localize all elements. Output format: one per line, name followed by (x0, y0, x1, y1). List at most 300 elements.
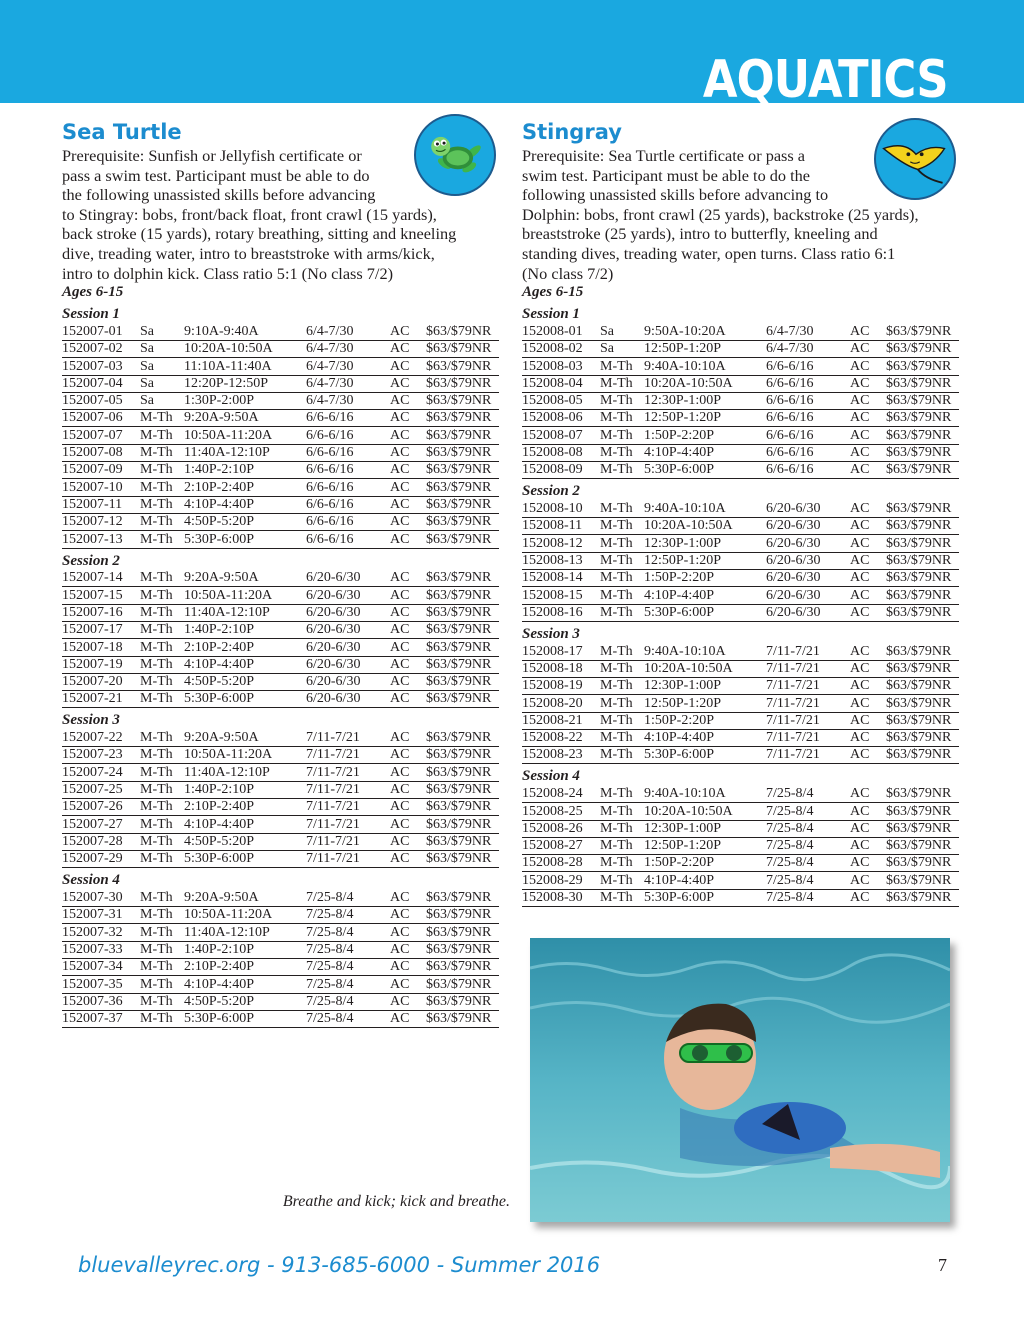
fee: $63/$79NR (886, 604, 959, 621)
days: M-Th (600, 392, 644, 409)
table-row (522, 855, 959, 872)
course-code: 152007-04 (62, 375, 140, 392)
table-row (62, 570, 499, 587)
stingray-schedule (522, 306, 962, 907)
dates: 7/25-8/4 (306, 924, 390, 941)
dates: 7/25-8/4 (306, 976, 390, 993)
days: M-Th (140, 639, 184, 656)
time: 10:20A-10:50A (184, 340, 306, 357)
location: AC (850, 872, 886, 889)
time: 4:10P-4:40P (644, 587, 766, 604)
days: M-Th (600, 785, 644, 802)
table-row (62, 479, 499, 496)
dates: 7/25-8/4 (306, 958, 390, 975)
dates: 6/6-6/16 (766, 410, 850, 427)
location: AC (390, 427, 426, 444)
table-row (522, 872, 959, 889)
table-row (522, 729, 959, 746)
course-code: 152007-21 (62, 691, 140, 708)
course-code: 152008-15 (522, 587, 600, 604)
location: AC (850, 855, 886, 872)
table-row (522, 803, 959, 820)
course-code: 152008-09 (522, 462, 600, 479)
dates: 6/4-7/30 (306, 340, 390, 357)
fee: $63/$79NR (426, 531, 499, 548)
course-code: 152008-12 (522, 535, 600, 552)
time: 11:40A-12:10P (184, 764, 306, 781)
fee: $63/$79NR (886, 872, 959, 889)
days: M-Th (600, 587, 644, 604)
course-code: 152008-21 (522, 712, 600, 729)
time: 1:50P-2:20P (644, 427, 766, 444)
fee: $63/$79NR (426, 462, 499, 479)
time: 11:40A-12:10P (184, 444, 306, 461)
dates: 7/11-7/21 (306, 833, 390, 850)
dates: 7/25-8/4 (306, 907, 390, 924)
footer-contact: bluevalleyrec.org - 913-685-6000 - Summer 2016 (78, 1253, 601, 1277)
dates: 7/25-8/4 (766, 837, 850, 854)
location: AC (390, 1010, 426, 1027)
time: 12:20P-12:50P (184, 375, 306, 392)
fee: $63/$79NR (886, 358, 959, 375)
time: 4:10P-4:40P (644, 729, 766, 746)
time: 1:30P-2:00P (184, 392, 306, 409)
location: AC (850, 518, 886, 535)
course-code: 152008-03 (522, 358, 600, 375)
location: AC (850, 785, 886, 802)
location: AC (390, 375, 426, 392)
table-row (62, 410, 499, 427)
dates: 6/4-7/30 (306, 323, 390, 340)
time: 4:10P-4:40P (184, 496, 306, 513)
time: 4:10P-4:40P (184, 656, 306, 673)
course-code: 152007-30 (62, 889, 140, 906)
time: 1:40P-2:10P (184, 781, 306, 798)
location: AC (390, 531, 426, 548)
days: M-Th (600, 552, 644, 569)
time: 10:20A-10:50A (644, 375, 766, 392)
course-code: 152007-37 (62, 1010, 140, 1027)
dates: 6/20-6/30 (766, 518, 850, 535)
course-code: 152007-34 (62, 958, 140, 975)
dates: 6/4-7/30 (766, 340, 850, 357)
session-title: Session 2 (62, 552, 120, 569)
table-row (62, 958, 499, 975)
table-row (62, 673, 499, 690)
table-row (62, 850, 499, 867)
days: M-Th (140, 729, 184, 746)
course-code: 152007-09 (62, 462, 140, 479)
session-title: Session 1 (62, 306, 120, 323)
time: 12:30P-1:00P (644, 678, 766, 695)
days: M-Th (140, 907, 184, 924)
days: Sa (140, 323, 184, 340)
fee: $63/$79NR (886, 462, 959, 479)
time: 11:40A-12:10P (184, 924, 306, 941)
dates: 6/6-6/16 (766, 392, 850, 409)
sea-turtle-icon (414, 114, 496, 196)
fee: $63/$79NR (886, 747, 959, 764)
table-row (522, 444, 959, 461)
course-code: 152007-16 (62, 604, 140, 621)
table-row (62, 941, 499, 958)
location: AC (850, 837, 886, 854)
fee: $63/$79NR (426, 941, 499, 958)
time: 1:40P-2:10P (184, 941, 306, 958)
time: 12:30P-1:00P (644, 820, 766, 837)
location: AC (850, 587, 886, 604)
time: 10:20A-10:50A (644, 660, 766, 677)
location: AC (850, 712, 886, 729)
days: M-Th (600, 889, 644, 906)
location: AC (390, 410, 426, 427)
table-row (62, 531, 499, 548)
location: AC (850, 340, 886, 357)
table-row (62, 924, 499, 941)
course-code: 152007-13 (62, 531, 140, 548)
fee: $63/$79NR (426, 358, 499, 375)
location: AC (850, 747, 886, 764)
dates: 6/20-6/30 (306, 639, 390, 656)
fee: $63/$79NR (886, 803, 959, 820)
days: M-Th (140, 410, 184, 427)
dates: 6/6-6/16 (766, 444, 850, 461)
table-row (62, 799, 499, 816)
table-row (522, 500, 959, 517)
fee: $63/$79NR (886, 427, 959, 444)
table-row (62, 444, 499, 461)
time: 4:50P-5:20P (184, 993, 306, 1010)
sea-turtle-section (62, 118, 502, 1028)
location: AC (390, 850, 426, 867)
course-code: 152008-22 (522, 729, 600, 746)
fee: $63/$79NR (886, 552, 959, 569)
days: M-Th (140, 941, 184, 958)
table-row (62, 358, 499, 375)
course-code: 152008-29 (522, 872, 600, 889)
location: AC (390, 976, 426, 993)
course-code: 152007-18 (62, 639, 140, 656)
schedule-table (522, 643, 959, 765)
location: AC (390, 907, 426, 924)
fee: $63/$79NR (426, 570, 499, 587)
course-code: 152007-33 (62, 941, 140, 958)
table-row (62, 1010, 499, 1027)
days: M-Th (600, 410, 644, 427)
table-row (522, 695, 959, 712)
days: M-Th (600, 855, 644, 872)
fee: $63/$79NR (426, 639, 499, 656)
dates: 7/11-7/21 (306, 816, 390, 833)
course-code: 152008-17 (522, 643, 600, 660)
location: AC (850, 678, 886, 695)
header-banner (0, 0, 1024, 110)
time: 9:20A-9:50A (184, 729, 306, 746)
location: AC (850, 643, 886, 660)
course-code: 152007-35 (62, 976, 140, 993)
course-code: 152008-27 (522, 837, 600, 854)
dates: 6/6-6/16 (306, 531, 390, 548)
dates: 7/25-8/4 (766, 820, 850, 837)
days: M-Th (140, 833, 184, 850)
course-code: 152008-01 (522, 323, 600, 340)
table-row (62, 833, 499, 850)
course-code: 152007-27 (62, 816, 140, 833)
fee: $63/$79NR (426, 340, 499, 357)
dates: 6/20-6/30 (306, 621, 390, 638)
schedule-table (522, 500, 959, 622)
table-row (62, 729, 499, 746)
days: M-Th (140, 691, 184, 708)
stingray-icon (874, 118, 956, 200)
fee: $63/$79NR (426, 444, 499, 461)
location: AC (390, 889, 426, 906)
table-row (62, 639, 499, 656)
time: 5:30P-6:00P (644, 604, 766, 621)
table-row (62, 976, 499, 993)
dates: 6/20-6/30 (766, 570, 850, 587)
table-row (62, 323, 499, 340)
dates: 7/11-7/21 (306, 850, 390, 867)
location: AC (850, 803, 886, 820)
course-code: 152008-23 (522, 747, 600, 764)
days: M-Th (600, 375, 644, 392)
course-code: 152007-01 (62, 323, 140, 340)
session-title: Session 3 (522, 625, 580, 642)
dates: 7/25-8/4 (306, 889, 390, 906)
fee: $63/$79NR (886, 785, 959, 802)
course-code: 152008-28 (522, 855, 600, 872)
location: AC (850, 392, 886, 409)
dates: 7/11-7/21 (766, 678, 850, 695)
table-row (62, 462, 499, 479)
time: 2:10P-2:40P (184, 799, 306, 816)
location: AC (390, 340, 426, 357)
fee: $63/$79NR (426, 656, 499, 673)
table-row (62, 747, 499, 764)
course-code: 152007-17 (62, 621, 140, 638)
course-code: 152008-16 (522, 604, 600, 621)
location: AC (850, 889, 886, 906)
location: AC (390, 816, 426, 833)
days: M-Th (600, 695, 644, 712)
fee: $63/$79NR (426, 816, 499, 833)
location: AC (390, 747, 426, 764)
sea-turtle-heading: Sea Turtle (62, 120, 182, 144)
fee: $63/$79NR (426, 729, 499, 746)
days: M-Th (140, 479, 184, 496)
table-row (522, 358, 959, 375)
course-code: 152007-24 (62, 764, 140, 781)
fee: $63/$79NR (426, 375, 499, 392)
time: 4:10P-4:40P (184, 816, 306, 833)
dates: 7/11-7/21 (766, 643, 850, 660)
days: M-Th (140, 496, 184, 513)
table-row (522, 678, 959, 695)
table-row (62, 764, 499, 781)
dates: 7/11-7/21 (306, 799, 390, 816)
days: M-Th (140, 427, 184, 444)
table-row (62, 427, 499, 444)
table-row (522, 570, 959, 587)
dates: 7/11-7/21 (306, 764, 390, 781)
dates: 6/20-6/30 (306, 570, 390, 587)
course-code: 152007-36 (62, 993, 140, 1010)
time: 4:10P-4:40P (184, 976, 306, 993)
location: AC (390, 941, 426, 958)
stingray-ages: Ages 6-15 (522, 284, 584, 301)
location: AC (390, 639, 426, 656)
days: M-Th (140, 462, 184, 479)
location: AC (850, 695, 886, 712)
schedule-table (522, 323, 959, 479)
fee: $63/$79NR (886, 837, 959, 854)
time: 12:50P-1:20P (644, 695, 766, 712)
fee: $63/$79NR (426, 513, 499, 530)
time: 4:50P-5:20P (184, 673, 306, 690)
session-title: Session 4 (522, 768, 580, 785)
dates: 6/6-6/16 (306, 462, 390, 479)
stingray-section (522, 118, 962, 907)
table-row (522, 535, 959, 552)
fee: $63/$79NR (886, 500, 959, 517)
days: Sa (140, 340, 184, 357)
days: M-Th (140, 747, 184, 764)
schedule-table (62, 729, 499, 868)
sea-turtle-description: Prerequisite: Sunfish or Jellyfish certificate or pass a swim test. Participant must be able to do the following unassisted skills before advancing to Stingray: bobs, front/back float, front crawl (15 yards), back stroke (15 yards), rotary breathing, sitting and kneeling dive, treading water, intro to breaststroke with arms/kick, intro to dolphin kick. Class ratio 5:1 (No class 7/2) (62, 146, 457, 283)
course-code: 152008-10 (522, 500, 600, 517)
table-row (62, 781, 499, 798)
fee: $63/$79NR (426, 799, 499, 816)
table-row (522, 712, 959, 729)
session-title: Session 1 (522, 306, 580, 323)
days: M-Th (140, 621, 184, 638)
location: AC (390, 993, 426, 1010)
location: AC (390, 323, 426, 340)
days: M-Th (140, 781, 184, 798)
course-code: 152008-08 (522, 444, 600, 461)
time: 2:10P-2:40P (184, 479, 306, 496)
dates: 7/25-8/4 (766, 872, 850, 889)
dates: 7/25-8/4 (766, 855, 850, 872)
course-code: 152008-05 (522, 392, 600, 409)
fee: $63/$79NR (886, 375, 959, 392)
days: M-Th (600, 837, 644, 854)
time: 9:20A-9:50A (184, 889, 306, 906)
time: 10:50A-11:20A (184, 427, 306, 444)
fee: $63/$79NR (426, 993, 499, 1010)
location: AC (390, 833, 426, 850)
time: 5:30P-6:00P (184, 531, 306, 548)
days: M-Th (140, 656, 184, 673)
dates: 6/4-7/30 (306, 392, 390, 409)
days: M-Th (140, 570, 184, 587)
days: Sa (140, 358, 184, 375)
course-code: 152007-28 (62, 833, 140, 850)
fee: $63/$79NR (426, 496, 499, 513)
location: AC (390, 924, 426, 941)
stingray-description: Prerequisite: Sea Turtle certificate or pass a swim test. Participant must be able to do the following unassisted skills before advancing to Dolphin: bobs, front crawl (25 yards), backstroke (25 yards), breaststroke (25 yards), intro to butterfly, kneeling and standing dives, treading water, open turns. Class ratio 6:1 (No class 7/2) (522, 146, 919, 283)
course-code: 152007-08 (62, 444, 140, 461)
dates: 7/25-8/4 (306, 1010, 390, 1027)
days: M-Th (140, 587, 184, 604)
course-code: 152007-12 (62, 513, 140, 530)
fee: $63/$79NR (886, 643, 959, 660)
fee: $63/$79NR (426, 621, 499, 638)
fee: $63/$79NR (426, 907, 499, 924)
dates: 6/4-7/30 (766, 323, 850, 340)
dates: 6/6-6/16 (306, 513, 390, 530)
dates: 7/11-7/21 (766, 729, 850, 746)
course-code: 152007-15 (62, 587, 140, 604)
days: Sa (600, 340, 644, 357)
course-code: 152008-25 (522, 803, 600, 820)
course-code: 152007-14 (62, 570, 140, 587)
dates: 6/6-6/16 (306, 410, 390, 427)
time: 12:50P-1:20P (644, 837, 766, 854)
dates: 7/25-8/4 (306, 941, 390, 958)
location: AC (850, 729, 886, 746)
fee: $63/$79NR (886, 678, 959, 695)
fee: $63/$79NR (426, 924, 499, 941)
location: AC (390, 587, 426, 604)
days: M-Th (600, 820, 644, 837)
location: AC (850, 323, 886, 340)
dates: 7/11-7/21 (306, 729, 390, 746)
location: AC (850, 604, 886, 621)
table-row (62, 496, 499, 513)
course-code: 152008-07 (522, 427, 600, 444)
time: 5:30P-6:00P (184, 850, 306, 867)
dates: 6/6-6/16 (306, 496, 390, 513)
dates: 6/20-6/30 (306, 656, 390, 673)
location: AC (850, 535, 886, 552)
time: 9:40A-10:10A (644, 643, 766, 660)
fee: $63/$79NR (426, 976, 499, 993)
course-code: 152008-06 (522, 410, 600, 427)
days: M-Th (140, 1010, 184, 1027)
dates: 6/4-7/30 (306, 358, 390, 375)
dates: 6/6-6/16 (306, 427, 390, 444)
dates: 6/6-6/16 (306, 444, 390, 461)
days: Sa (140, 392, 184, 409)
days: M-Th (600, 747, 644, 764)
stingray-heading: Stingray (522, 120, 622, 144)
days: M-Th (600, 678, 644, 695)
time: 2:10P-2:40P (184, 639, 306, 656)
fee: $63/$79NR (886, 712, 959, 729)
fee: $63/$79NR (426, 1010, 499, 1027)
course-code: 152008-02 (522, 340, 600, 357)
fee: $63/$79NR (426, 323, 499, 340)
fee: $63/$79NR (886, 535, 959, 552)
time: 4:50P-5:20P (184, 513, 306, 530)
dates: 7/11-7/21 (766, 747, 850, 764)
course-code: 152007-20 (62, 673, 140, 690)
location: AC (850, 427, 886, 444)
location: AC (850, 552, 886, 569)
days: M-Th (140, 958, 184, 975)
time: 1:50P-2:20P (644, 855, 766, 872)
location: AC (390, 358, 426, 375)
table-row (62, 889, 499, 906)
fee: $63/$79NR (886, 410, 959, 427)
table-row (62, 375, 499, 392)
location: AC (850, 410, 886, 427)
location: AC (390, 570, 426, 587)
dates: 7/25-8/4 (306, 993, 390, 1010)
dates: 6/6-6/16 (766, 375, 850, 392)
